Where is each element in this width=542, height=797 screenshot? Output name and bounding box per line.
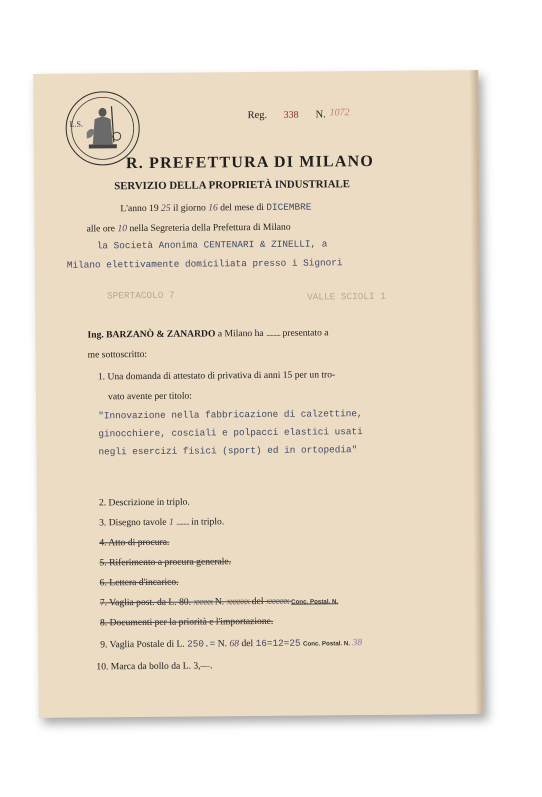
agent-tail: presentato a: [282, 327, 329, 339]
item-7-dots-3: xxxxxx: [265, 595, 289, 607]
seal-monogram: L.S.: [69, 119, 84, 129]
item-4-struck: 4. Atto di procura.: [99, 536, 170, 549]
agent-line: [87, 327, 328, 340]
invention-title-line-2: ginocchiere, cosciali e polpacci elastici usati: [98, 426, 363, 440]
agent-rest: a Milano ha: [217, 327, 264, 340]
item-7-dots-1: xxxxx: [193, 596, 213, 608]
reg-label: Reg.: [247, 109, 268, 122]
item-3-value: 1: [168, 516, 174, 528]
item-9-stamp-value: 38: [352, 637, 363, 649]
item-1-line-1: 1. Una domanda di attestato di privativa di anni 15 per un tro-: [97, 369, 336, 383]
day-label: il giorno: [172, 202, 206, 214]
agent-line-2: me sottoscritto:: [87, 348, 148, 361]
item-1-line-2: vato avente per titolo:: [107, 390, 192, 403]
invention-title-line-1: "Innovazione nella fabbricazione di calzettine,: [98, 408, 363, 422]
item-9-label: 9. Vaglia Postale di L.: [100, 638, 185, 651]
item-7-stamp: Conc. Postal. N.: [291, 598, 339, 606]
item-10: 10. Marca da bollo da L. 3,—.: [96, 660, 213, 673]
item-3-tail: in triplo.: [191, 516, 225, 528]
item-5-struck: 5. Riferimento a procura generale.: [99, 556, 232, 569]
hour-label: alle ore: [86, 223, 116, 235]
faint-typed-left: SPERTACOLO 7: [107, 289, 175, 302]
year-value: 25: [160, 202, 171, 214]
item-9-stamp: Conc. Postal. N.: [302, 640, 351, 648]
item-9-amount: 250.=: [187, 638, 216, 650]
item-7-mid: N.: [214, 596, 225, 608]
year-label: L'anno 19: [120, 202, 159, 215]
document-sheet: [33, 70, 484, 718]
item-9-del-label: del: [241, 638, 254, 650]
day-value: 16: [208, 202, 218, 214]
item-7-struck: [100, 595, 338, 608]
item-3-label: 3. Disegno tavole: [99, 516, 167, 529]
number-label: N.: [315, 109, 326, 121]
invention-title-line-3: negli esercizi fisici (sport) ed in ortopedia": [98, 444, 358, 458]
company-line: la Società Anonima CENTENARI & ZINELLI, a: [96, 238, 328, 252]
item-7-label: 7. Vaglia post. da L. 80.: [99, 596, 192, 609]
item-9-del-value: 16=12=25: [255, 637, 301, 650]
faint-typed-right: VALLE SCIOLI 1: [307, 290, 386, 303]
number-value: 1072: [329, 107, 350, 119]
hour-value: 10: [117, 223, 128, 235]
item-7-dots-2: xxxxxx: [226, 596, 250, 608]
item-3-dots: .........: [176, 516, 189, 528]
domicile-line: Milano elettivamente domiciliata presso i Signori: [66, 257, 343, 271]
item-9-n-value: 68: [229, 638, 240, 650]
page-subtitle: SERVIZIO DELLA PROPRIETÀ INDUSTRIALE: [114, 178, 350, 193]
month-label: del mese di: [220, 201, 264, 214]
item-9-n-label: N.: [217, 638, 228, 650]
agent-name: Ing. BARZANÒ & ZANARDO: [87, 328, 216, 341]
item-9: [100, 637, 362, 650]
month-value: DICEMBRE: [266, 201, 312, 213]
hour-line: [87, 222, 291, 235]
item-6-struck: 6. Lettera d'incarico.: [99, 576, 179, 589]
reg-value: 338: [283, 109, 299, 121]
office-text: nella Segreteria della Prefettura di Milano: [129, 221, 291, 235]
date-line: [120, 202, 311, 215]
item-7-del: del: [251, 595, 264, 608]
item-8-struck: 8. Documenti per la priorità e l'importazione.: [99, 615, 274, 629]
item-2: 2. Descrizione in triplo.: [98, 496, 190, 509]
agent-dots: ..........: [266, 327, 281, 339]
page-title: R. PREFETTURA DI MILANO: [125, 152, 375, 173]
item-3: [99, 516, 224, 528]
